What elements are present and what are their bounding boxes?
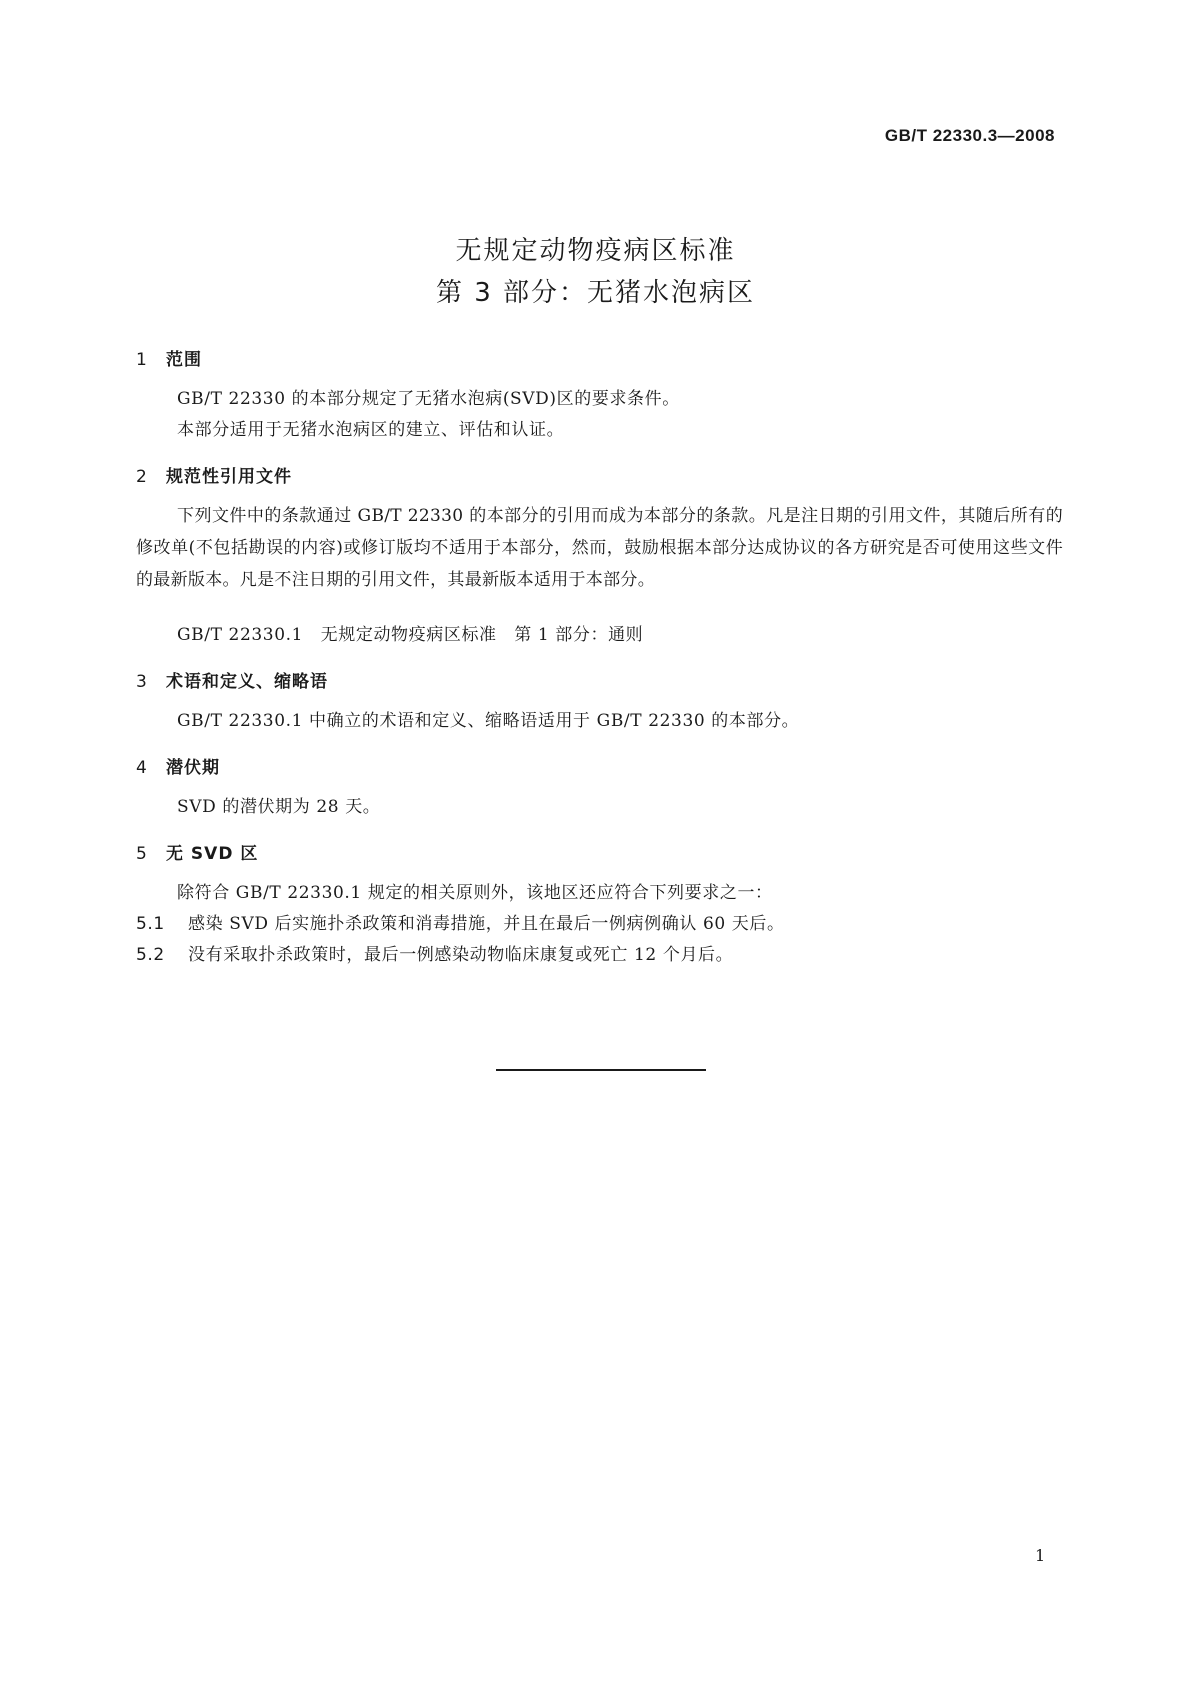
section-5-paragraph-1: 除符合 GB/T 22330.1 规定的相关原则外，该地区还应符合下列要求之一： [177,883,773,903]
section-title: 范围 [166,350,202,370]
section-1-paragraph-1: GB/T 22330 的本部分规定了无猪水泡病(SVD)区的要求条件。 [177,389,680,409]
section-4-heading [136,753,220,778]
section-number: 4 [136,758,148,778]
document-subtitle: 第 3 部分：无猪水泡病区 [435,278,756,308]
document-title: 无规定动物疫病区标准 [455,236,736,266]
section-number: 5 [136,844,148,864]
section-1-paragraph-2: 本部分适用于无猪水泡病区的建立、评估和认证。 [177,420,565,440]
section-number: 3 [136,672,148,692]
section-title: 规范性引用文件 [166,467,292,487]
item-text: 感染 SVD 后实施扑杀政策和消毒措施，并且在最后一例病例确认 60 天后。 [188,914,785,934]
section-2-paragraph-1: 下列文件中的条款通过 GB/T 22330 的本部分的引用而成为本部分的条款。凡是注日期的引用文件，其随后所有的修改单(不包括勘误的内容)或修订版均不适用于本部分，然而，鼓励根据本部分达成协议的各方研究是否可使用这些文件的最新版本。凡是不注日期的引用文件，其最新版本适用于本部分。 [136,506,1063,590]
section-number: 1 [136,350,148,370]
section-3-paragraph-1: GB/T 22330.1 中确立的术语和定义、缩略语适用于 GB/T 22330 的本部分。 [177,711,800,731]
requirement-item-5-1 [136,908,785,940]
section-title: 无 SVD 区 [166,844,259,864]
normative-reference: GB/T 22330.1 无规定动物疫病区标准 第 1 部分：通则 [177,625,644,645]
section-5-heading [136,839,258,864]
end-rule [496,1069,706,1071]
section-number: 2 [136,467,148,487]
section-4-paragraph-1: SVD 的潜伏期为 28 天。 [177,797,381,817]
requirement-item-5-2 [136,939,733,971]
section-title: 术语和定义、缩略语 [166,672,328,692]
item-number: 5.2 [136,945,165,965]
section-1-heading [136,345,202,370]
page-number: 1 [1035,1546,1046,1565]
section-2-body [136,500,1063,596]
item-number: 5.1 [136,914,165,934]
section-3-heading [136,667,328,692]
item-text: 没有采取扑杀政策时，最后一例感染动物临床康复或死亡 12 个月后。 [188,945,734,965]
standard-code: GB/T 22330.3—2008 [884,126,1055,145]
section-title: 潜伏期 [166,758,220,778]
section-2-heading [136,462,292,487]
